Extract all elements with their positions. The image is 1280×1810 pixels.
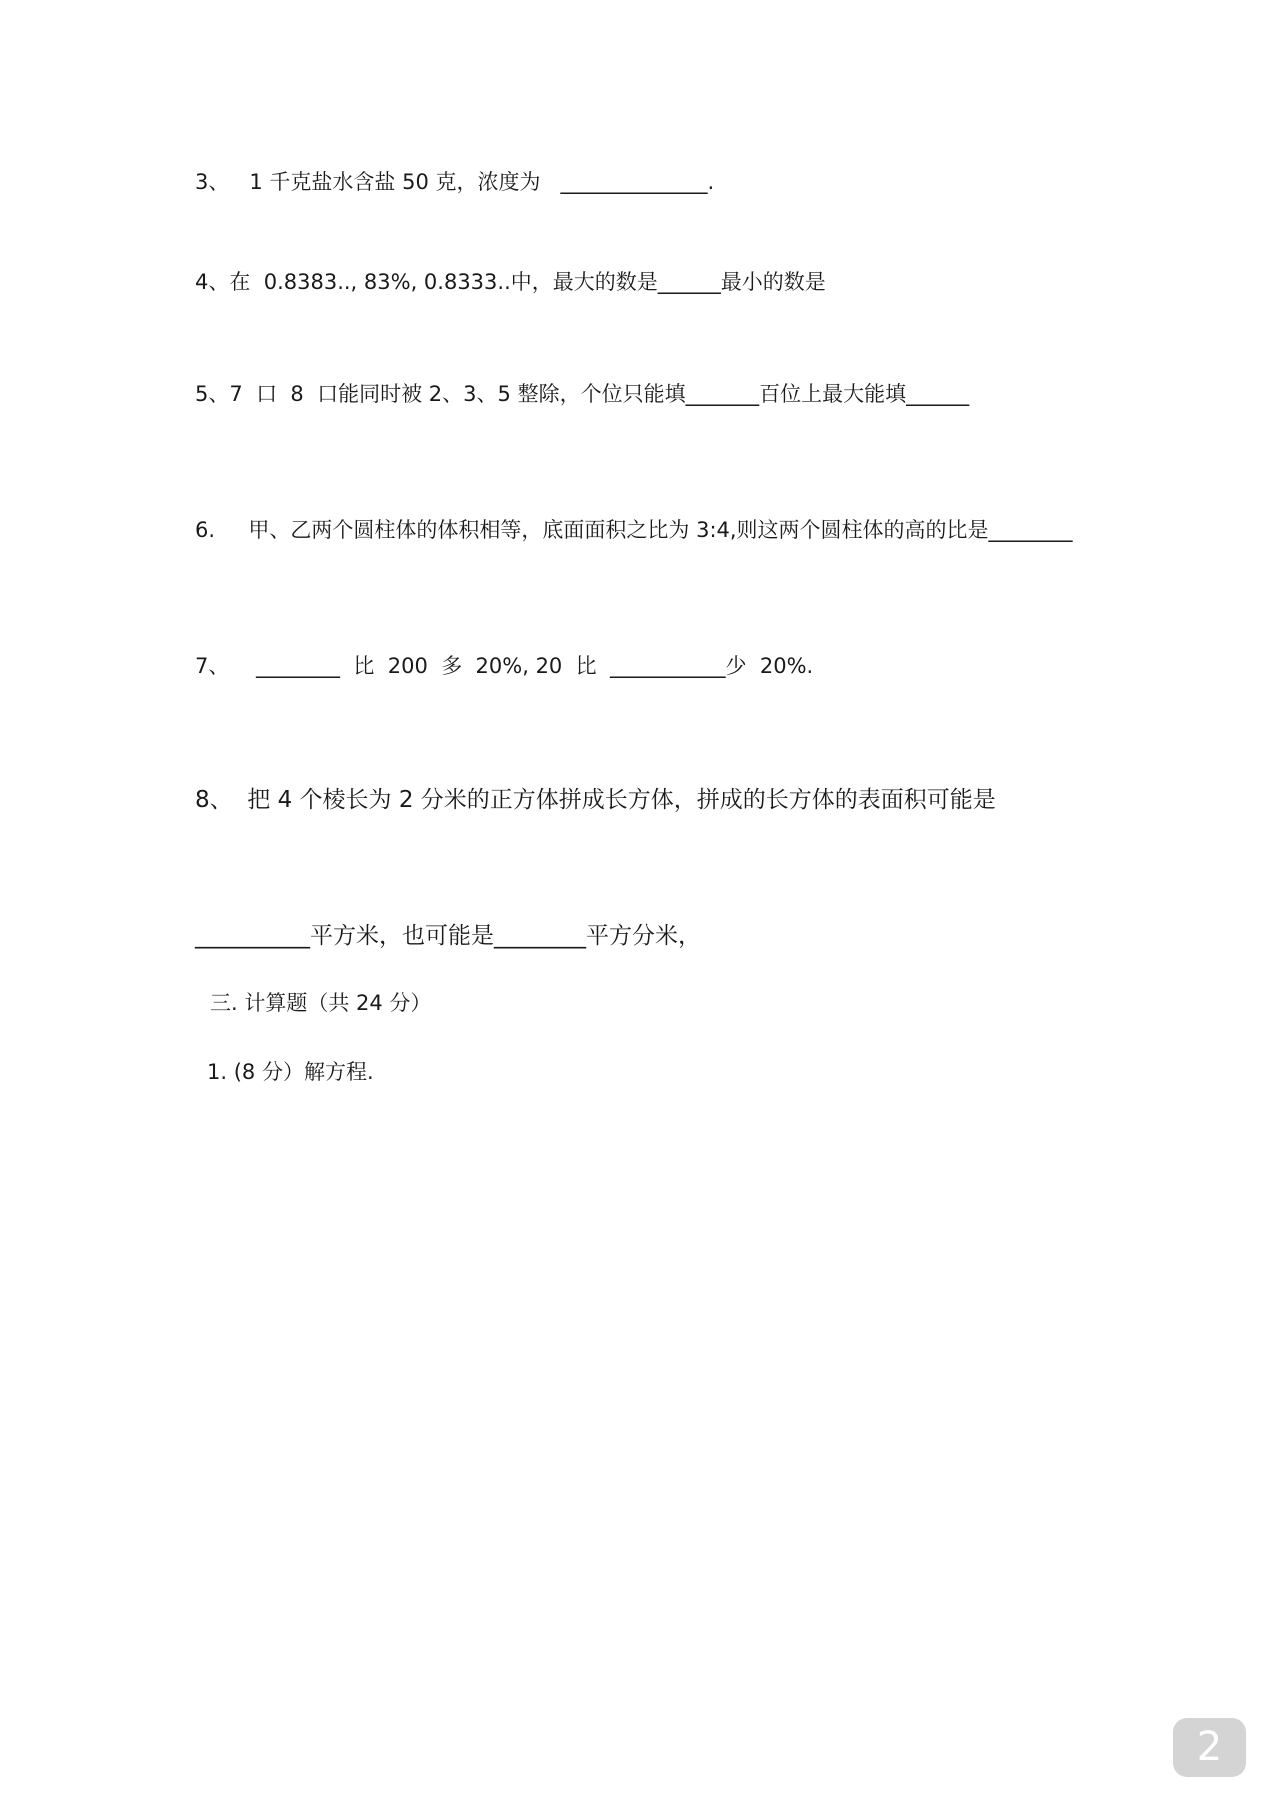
question-8-line-1: 8、 把 4 个棱长为 2 分米的正方体拼成长方体，拼成的长方体的表面积可能是 [195,787,996,813]
question-3: 3、 1 千克盐水含盐 50 克，浓度为 ______________. [195,170,715,194]
question-5: 5、7 口 8 口能同时被 2、3、5 整除，个位只能填_______百位上最大能填______ [195,382,970,406]
question-6: 6. 甲、乙两个圆柱体的体积相等，底面面积之比为 3:4,则这两个圆柱体的高的比是________ [195,518,1073,542]
question-4: 4、在 0.8383.., 83%, 0.8333..中，最大的数是______最小的数是 [195,270,826,294]
page-number-badge: 2 [1173,1718,1246,1777]
question-7: 7、 ________ 比 200 多 20%, 20 比 ___________少 20%. [195,654,814,678]
question-8-line-2: __________平方米，也可能是________平方分米， [195,923,701,949]
section-3-title: 三. 计算题（共 24 分） [210,991,432,1015]
section-3-item-1: 1. (8 分）解方程. [207,1060,374,1084]
